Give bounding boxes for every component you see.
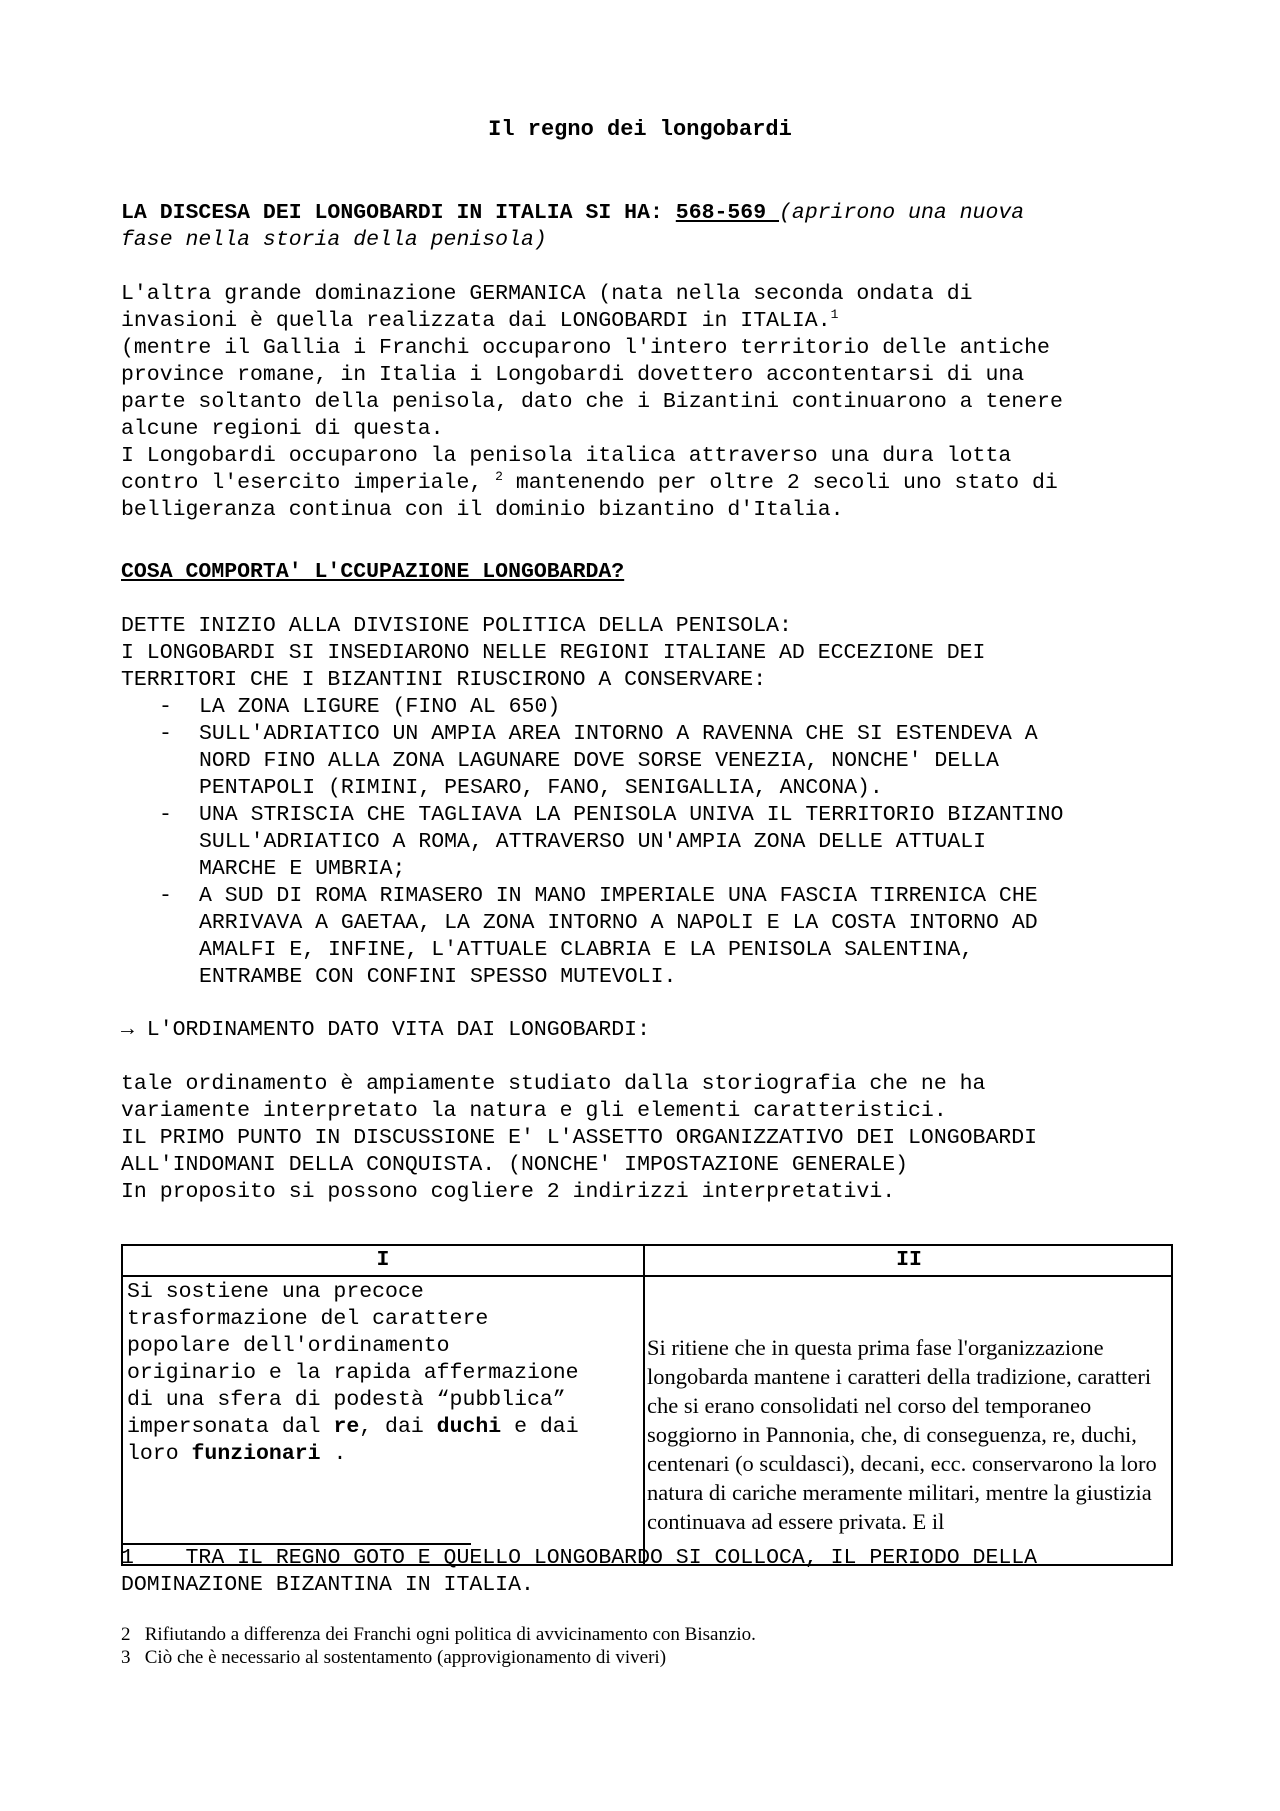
territories-list (121, 694, 1201, 991)
text-line: I Longobardi occuparono la penisola italica attraverso una dura lotta (121, 444, 1012, 468)
text-line: In proposito si possono cogliere 2 indirizzi interpretativi. (121, 1180, 896, 1204)
text-line: TERRITORI CHE I BIZANTINI RIUSCIRONO A CONSERVARE: (121, 668, 767, 692)
footnote-number: 1 (121, 1546, 134, 1570)
list-bullet: - (159, 722, 172, 746)
footnote-number: 3 (121, 1647, 131, 1668)
list-item-text: SULL'ADRIATICO A ROMA, ATTRAVERSO UN'AMPIA ZONA DELLE ATTUALI (199, 830, 987, 854)
text-line: contro l'esercito imperiale, (121, 471, 496, 495)
list-item-text: LA ZONA LIGURE (FINO AL 650) (199, 695, 561, 719)
text-line: mantenendo per oltre 2 secoli uno stato di (502, 471, 1058, 495)
footnote-1 (121, 1545, 1181, 1599)
text-line: (mentre il Gallia i Franchi occuparono l'intero territorio delle antiche (121, 336, 1050, 360)
footnote-2 (121, 1623, 756, 1646)
footnote-text: DOMINAZIONE BIZANTINA IN ITALIA. (121, 1573, 534, 1597)
footnote-3 (121, 1646, 666, 1669)
text-line: I LONGOBARDI SI INSEDIARONO NELLE REGIONI ITALIANE AD ECCEZIONE DEI (121, 641, 986, 665)
text-line: e dai (501, 1415, 579, 1439)
list-item-text: UNA STRISCIA CHE TAGLIAVA LA PENISOLA UNIVA IL TERRITORIO BIZANTINO (199, 803, 1064, 827)
text-line: DETTE INIZIO ALLA DIVISIONE POLITICA DELLA PENISOLA: (121, 614, 792, 638)
list-bullet: - (159, 884, 172, 908)
list-item-text: ENTRAMBE CON CONFINI SPESSO MUTEVOLI. (199, 965, 677, 989)
list-item-text: MARCHE E UMBRIA; (199, 857, 406, 881)
text-line: tale ordinamento è ampiamente studiato dalla storiografia che ne ha (121, 1072, 986, 1096)
heading-date: 568-569 (675, 201, 780, 225)
section-heading-descent (121, 200, 1181, 254)
text-line: alcune regioni di questa. (121, 417, 444, 441)
list-bullet: - (159, 803, 172, 827)
bold-term: funzionari (191, 1442, 321, 1466)
text-line: impersonata dal (127, 1415, 334, 1439)
text-line: loro (127, 1442, 192, 1466)
bold-term: duchi (436, 1415, 502, 1439)
list-item-text: PENTAPOLI (RIMINI, PESARO, FANO, SENIGALLIA, ANCONA). (199, 776, 883, 800)
list-item-text: A SUD DI ROMA RIMASERO IN MANO IMPERIALE UNA FASCIA TIRRENICA CHE (199, 884, 1038, 908)
paragraph-ordinamento (121, 1071, 1181, 1206)
text-line: invasioni è quella realizzata dai LONGOBARDI in ITALIA. (121, 309, 831, 333)
text-line: variamente interpretato la natura e gli elementi caratteristici. (121, 1099, 947, 1123)
text-line: province romane, in Italia i Longobardi dovettero accontentarsi di una (121, 363, 1025, 387)
table-header-ii: II (896, 1248, 922, 1272)
text-line: . (320, 1442, 347, 1466)
interpretations-table (121, 1244, 1173, 1566)
text-line: , dai (359, 1415, 437, 1439)
table-header-i: I (376, 1248, 390, 1272)
text-line: IL PRIMO PUNTO IN DISCUSSIONE E' L'ASSETTO ORGANIZZATIVO DEI LONGOBARDI (121, 1126, 1038, 1150)
paragraph-divisione (121, 613, 1181, 694)
list-bullet: - (159, 695, 172, 719)
ordinamento-heading: → L'ORDINAMENTO DATO VITA DAI LONGOBARDI: (121, 1018, 650, 1042)
list-item-text: SULL'ADRIATICO UN AMPIA AREA INTORNO A RAVENNA CHE SI ESTENDEVA A (199, 722, 1038, 746)
list-item (121, 694, 1201, 721)
text-line: di una sfera di podestà “pubblica” (127, 1388, 566, 1412)
footnote-ref[interactable]: 1 (830, 307, 839, 322)
text-line: parte soltanto della penisola, dato che i Bizantini continuarono a tenere (121, 390, 1063, 414)
list-item (121, 883, 1201, 991)
text-line: originario e la rapida affermazione (127, 1361, 579, 1385)
text-line: trasformazione del carattere (127, 1307, 489, 1331)
paragraph-dominazione (121, 281, 1181, 524)
list-item (121, 721, 1201, 802)
table-cell-i (127, 1279, 639, 1468)
table-cell-ii-text: Si ritiene che in questa prima fase l'organizzazione longobarda mantene i caratteri della tradizione, caratteri che si erano consolidati nel corso del temporaneo soggiorno in Pannonia, che, di conseguenza, re, duchi, centenari (o sculdasci), decani, ecc. conservarono la loro natura di cariche meramente militari, mentre la giustizia continuava ad essere privata. E il (647, 1335, 1157, 1534)
heading-label: LA DISCESA DEI LONGOBARDI IN ITALIA SI HA: (121, 201, 676, 225)
footnote-text: Ciò che è necessario al sostentamento (approvigionamento di viveri) (144, 1647, 667, 1668)
section-heading-occupazione: COSA COMPORTA' L'CCUPAZIONE LONGOBARDA? (121, 560, 625, 584)
list-item-text: ARRIVAVA A GAETAA, LA ZONA INTORNO A NAPOLI E LA COSTA INTORNO AD (199, 911, 1038, 935)
text-line: L'altra grande dominazione GERMANICA (nata nella seconda ondata di (121, 282, 973, 306)
text-line: ALL'INDOMANI DELLA CONQUISTA. (NONCHE' IMPOSTAZIONE GENERALE) (121, 1153, 909, 1177)
table-cell-ii (645, 1277, 1171, 1566)
list-item-text: AMALFI E, INFINE, L'ATTUALE CLABRIA E LA PENISOLA SALENTINA, (199, 938, 974, 962)
list-item-text: NORD FINO ALLA ZONA LAGUNARE DOVE SORSE VENEZIA, NONCHE' DELLA (199, 749, 999, 773)
heading-note-cont: fase nella storia della penisola) (121, 228, 547, 252)
text-line: Si sostiene una precoce (127, 1280, 424, 1304)
bold-term: re (333, 1415, 360, 1439)
footnote-text: Rifiutando a differenza dei Franchi ogni politica di avvicinamento con Bisanzio. (144, 1624, 756, 1645)
text-line: popolare dell'ordinamento (127, 1334, 450, 1358)
footnote-number: 2 (121, 1624, 131, 1645)
footnote-text: TRA IL REGNO GOTO E QUELLO LONGOBARDO SI COLLOCA, IL PERIODO DELLA (185, 1546, 1038, 1570)
footnote-ref[interactable]: 2 (495, 469, 503, 484)
text-line: belligeranza continua con il dominio bizantino d'Italia. (121, 498, 844, 522)
list-item (121, 802, 1201, 883)
page-title: Il regno dei longobardi (488, 117, 792, 142)
heading-note: (aprirono una nuova (779, 201, 1025, 225)
